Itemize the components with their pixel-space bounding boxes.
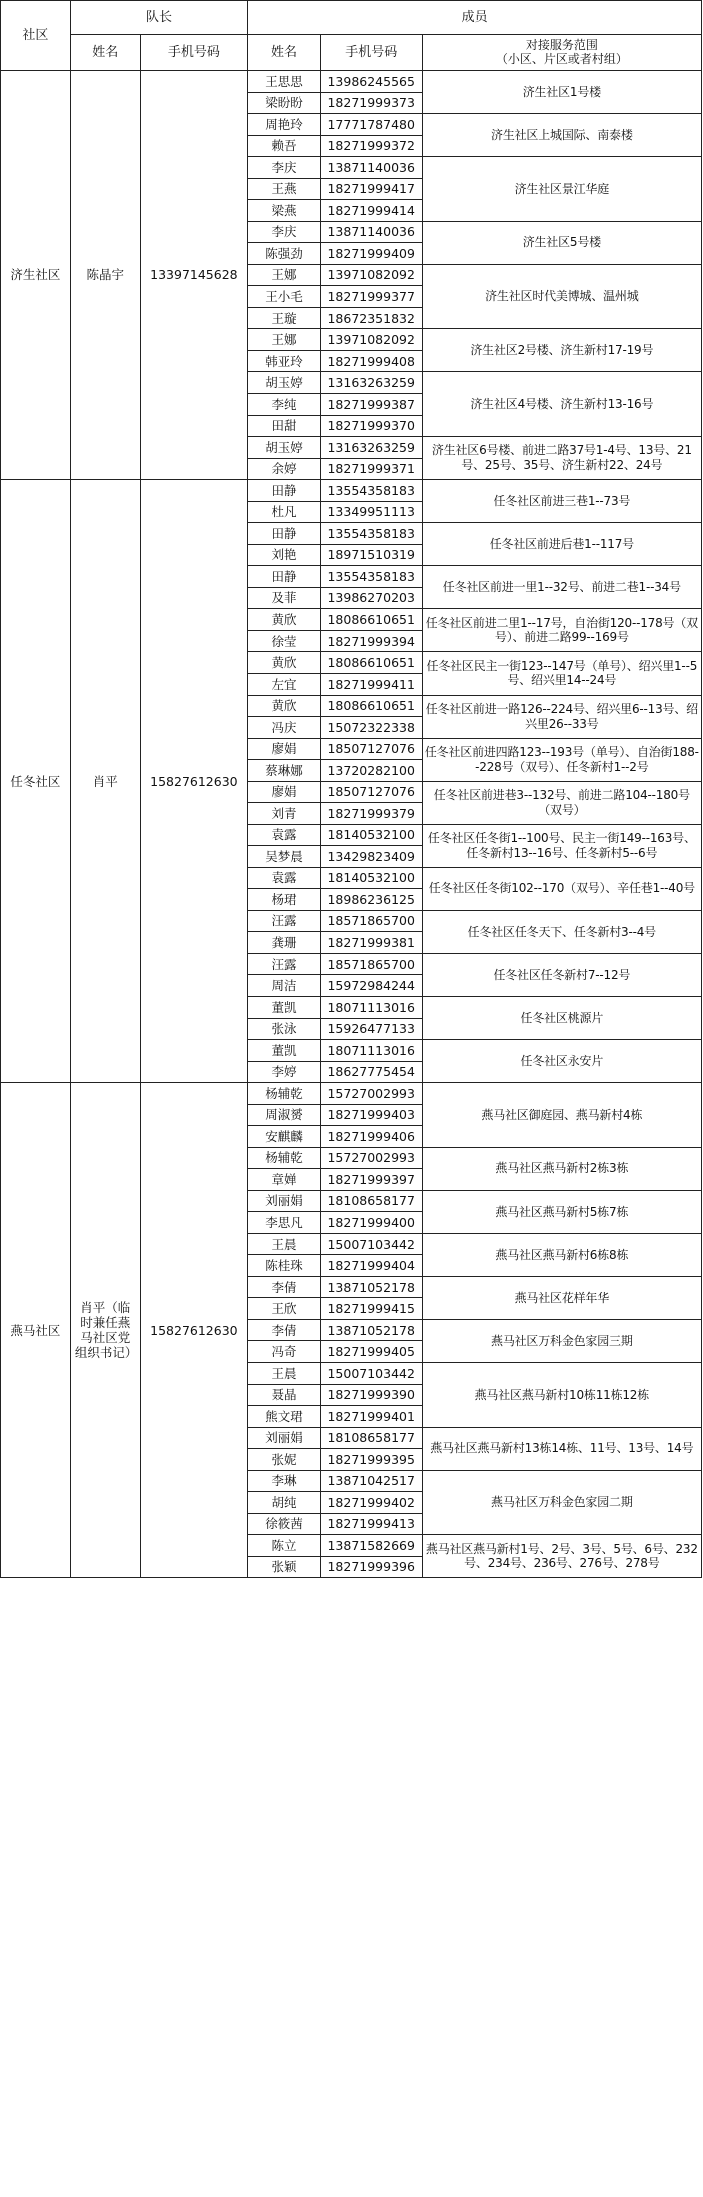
- member-name: 王思思: [248, 71, 321, 93]
- member-phone: 18108658177: [320, 1190, 422, 1212]
- member-phone: 13720282100: [320, 760, 422, 782]
- member-phone: 18086610651: [320, 652, 422, 674]
- member-phone: 15727002993: [320, 1083, 422, 1105]
- service-scope: 济生社区2号楼、济生新村17-19号: [422, 329, 701, 372]
- member-name: 董凯: [248, 996, 321, 1018]
- community-name: 燕马社区: [1, 1083, 71, 1578]
- service-scope: 任冬社区前进一里1--32号、前进二巷1--34号: [422, 566, 701, 609]
- member-phone: 13986270203: [320, 587, 422, 609]
- member-phone: 13429823409: [320, 846, 422, 868]
- member-phone: 13871042517: [320, 1470, 422, 1492]
- member-phone: 18271999402: [320, 1492, 422, 1514]
- member-name: 李倩: [248, 1319, 321, 1341]
- member-name: 黄欣: [248, 695, 321, 717]
- service-scope: 济生社区时代美博城、温州城: [422, 264, 701, 329]
- member-phone: 13971082092: [320, 329, 422, 351]
- member-name: 李琳: [248, 1470, 321, 1492]
- service-scope: 任冬社区任冬天下、任冬新村3--4号: [422, 910, 701, 953]
- header-scope: 对接服务范围 （小区、片区或者村组）: [422, 35, 701, 71]
- service-scope: 济生社区上城国际、南泰楼: [422, 114, 701, 157]
- member-phone: 18140532100: [320, 824, 422, 846]
- member-name: 冯庆: [248, 717, 321, 739]
- leader-name: 肖平（临时兼任燕马社区党组织书记）: [70, 1083, 140, 1578]
- member-phone: 18271999408: [320, 350, 422, 372]
- member-row: [1, 480, 702, 502]
- member-name: 杨辅乾: [248, 1147, 321, 1169]
- member-phone: 13163263259: [320, 437, 422, 459]
- member-name: 汪露: [248, 953, 321, 975]
- service-scope: 任冬社区民主一街123--147号（单号）、绍兴里1--5号、绍兴里14--24号: [422, 652, 701, 695]
- member-phone: 18271999411: [320, 673, 422, 695]
- member-phone: 18271999400: [320, 1212, 422, 1234]
- member-phone: 18271999405: [320, 1341, 422, 1363]
- member-phone: 15072322338: [320, 717, 422, 739]
- member-phone: 18271999395: [320, 1449, 422, 1471]
- header-leader: 队长: [70, 1, 247, 35]
- member-phone: 13554358183: [320, 480, 422, 502]
- member-name: 汪露: [248, 910, 321, 932]
- member-phone: 13163263259: [320, 372, 422, 394]
- member-phone: 18271999417: [320, 178, 422, 200]
- member-phone: 13554358183: [320, 566, 422, 588]
- member-name: 吴梦晨: [248, 846, 321, 868]
- member-phone: 18271999371: [320, 458, 422, 480]
- member-phone: 18140532100: [320, 867, 422, 889]
- member-name: 张妮: [248, 1449, 321, 1471]
- member-name: 梁盼盼: [248, 92, 321, 114]
- service-scope: 任冬社区永安片: [422, 1040, 701, 1083]
- service-scope: 任冬社区任冬街1--100号、民主一街149--163号、任冬新村13--16号、任冬新村5--6号: [422, 824, 701, 867]
- member-phone: 18271999377: [320, 286, 422, 308]
- member-name: 王娜: [248, 264, 321, 286]
- service-scope: 燕马社区花样年华: [422, 1276, 701, 1319]
- community-name: 济生社区: [1, 71, 71, 480]
- member-name: 张泳: [248, 1018, 321, 1040]
- member-phone: 18271999396: [320, 1556, 422, 1578]
- service-scope: 燕马社区燕马新村6栋8栋: [422, 1233, 701, 1276]
- service-scope: 济生社区1号楼: [422, 71, 701, 114]
- header-leader-phone: 手机号码: [140, 35, 248, 71]
- service-scope: 任冬社区前进二里1--17号，自治街120--178号（双号）、前进二路99--169号: [422, 609, 701, 652]
- member-name: 田静: [248, 523, 321, 545]
- member-phone: 13871140036: [320, 221, 422, 243]
- member-phone: 18507127076: [320, 738, 422, 760]
- member-name: 黄欣: [248, 609, 321, 631]
- member-phone: 18271999373: [320, 92, 422, 114]
- member-name: 安麒麟: [248, 1126, 321, 1148]
- member-row: [1, 1083, 702, 1105]
- service-scope: 济生社区景江华庭: [422, 157, 701, 222]
- member-phone: 18271999390: [320, 1384, 422, 1406]
- member-phone: 18086610651: [320, 609, 422, 631]
- service-scope: 任冬社区前进后巷1--117号: [422, 523, 701, 566]
- member-phone: 15007103442: [320, 1233, 422, 1255]
- service-scope: 燕马社区万科金色家园二期: [422, 1470, 701, 1535]
- member-phone: 13871052178: [320, 1276, 422, 1298]
- member-phone: 18271999415: [320, 1298, 422, 1320]
- member-name: 胡玉婷: [248, 437, 321, 459]
- member-name: 陈桂珠: [248, 1255, 321, 1277]
- member-phone: 18271999406: [320, 1126, 422, 1148]
- member-name: 刘丽娟: [248, 1190, 321, 1212]
- member-name: 廖娟: [248, 781, 321, 803]
- service-scope: 任冬社区任冬街102--170（双号）、辛任巷1--40号: [422, 867, 701, 910]
- member-phone: 18271999370: [320, 415, 422, 437]
- service-scope: 任冬社区任冬新村7--12号: [422, 953, 701, 996]
- member-name: 徐筱茜: [248, 1513, 321, 1535]
- member-name: 袁露: [248, 824, 321, 846]
- member-name: 王璇: [248, 307, 321, 329]
- member-phone: 13986245565: [320, 71, 422, 93]
- member-name: 董凯: [248, 1040, 321, 1062]
- member-name: 刘艳: [248, 544, 321, 566]
- header-members: 成员: [248, 1, 702, 35]
- header-leader-name: 姓名: [70, 35, 140, 71]
- header-community: 社区: [1, 1, 71, 71]
- member-name: 陈立: [248, 1535, 321, 1557]
- member-row: [1, 71, 702, 93]
- member-phone: 18271999381: [320, 932, 422, 954]
- member-name: 廖娟: [248, 738, 321, 760]
- member-name: 王晨: [248, 1233, 321, 1255]
- member-phone: 15972984244: [320, 975, 422, 997]
- member-phone: 18086610651: [320, 695, 422, 717]
- member-name: 熊文珺: [248, 1406, 321, 1428]
- service-scope: 任冬社区桃源片: [422, 996, 701, 1039]
- member-name: 刘青: [248, 803, 321, 825]
- service-scope: 济生社区4号楼、济生新村13-16号: [422, 372, 701, 437]
- service-scope: 燕马社区万科金色家园三期: [422, 1319, 701, 1362]
- member-phone: 15926477133: [320, 1018, 422, 1040]
- service-scope: 燕马社区燕马新村1号、2号、3号、5号、6号、232号、234号、236号、276号、278号: [422, 1535, 701, 1578]
- leader-phone: 15827612630: [140, 1083, 248, 1578]
- member-name: 黄欣: [248, 652, 321, 674]
- member-phone: 18271999387: [320, 393, 422, 415]
- leader-phone: 15827612630: [140, 480, 248, 1083]
- header-member-phone: 手机号码: [320, 35, 422, 71]
- member-phone: 13971082092: [320, 264, 422, 286]
- member-name: 冯奇: [248, 1341, 321, 1363]
- member-name: 李婷: [248, 1061, 321, 1083]
- member-phone: 18271999372: [320, 135, 422, 157]
- member-phone: 18071113016: [320, 996, 422, 1018]
- member-name: 周洁: [248, 975, 321, 997]
- member-phone: 13871582669: [320, 1535, 422, 1557]
- member-phone: 18507127076: [320, 781, 422, 803]
- member-phone: 18672351832: [320, 307, 422, 329]
- member-name: 周艳玲: [248, 114, 321, 136]
- service-scope: 燕马社区燕马新村10栋11栋12栋: [422, 1363, 701, 1428]
- service-scope: 燕马社区燕马新村5栋7栋: [422, 1190, 701, 1233]
- member-phone: 18108658177: [320, 1427, 422, 1449]
- member-name: 李庆: [248, 157, 321, 179]
- member-name: 田静: [248, 566, 321, 588]
- service-scope: 燕马社区燕马新村2栋3栋: [422, 1147, 701, 1190]
- member-name: 李倩: [248, 1276, 321, 1298]
- member-name: 李纯: [248, 393, 321, 415]
- member-phone: 18271999414: [320, 200, 422, 222]
- member-name: 李思凡: [248, 1212, 321, 1234]
- member-name: 左宜: [248, 673, 321, 695]
- member-name: 胡纯: [248, 1492, 321, 1514]
- member-name: 周淑赟: [248, 1104, 321, 1126]
- member-phone: 18271999413: [320, 1513, 422, 1535]
- service-scope: 燕马社区御庭园、燕马新村4栋: [422, 1083, 701, 1148]
- member-name: 赖吾: [248, 135, 321, 157]
- member-name: 杜凡: [248, 501, 321, 523]
- member-name: 韩亚玲: [248, 350, 321, 372]
- service-scope: 燕马社区燕马新村13栋14栋、11号、13号、14号: [422, 1427, 701, 1470]
- community-name: 任冬社区: [1, 480, 71, 1083]
- member-phone: 18571865700: [320, 910, 422, 932]
- member-name: 章婵: [248, 1169, 321, 1191]
- member-name: 王娜: [248, 329, 321, 351]
- service-scope: 任冬社区前进巷3--132号、前进二路104--180号（双号）: [422, 781, 701, 824]
- member-name: 徐莹: [248, 630, 321, 652]
- member-name: 聂晶: [248, 1384, 321, 1406]
- member-phone: 15727002993: [320, 1147, 422, 1169]
- member-phone: 18271999403: [320, 1104, 422, 1126]
- member-phone: 18271999397: [320, 1169, 422, 1191]
- member-name: 王欣: [248, 1298, 321, 1320]
- member-name: 杨辅乾: [248, 1083, 321, 1105]
- member-phone: 18271999409: [320, 243, 422, 265]
- service-scope: 任冬社区前进一路126--224号、绍兴里6--13号、绍兴里26--33号: [422, 695, 701, 738]
- member-phone: 18071113016: [320, 1040, 422, 1062]
- member-phone: 13554358183: [320, 523, 422, 545]
- member-phone: 17771787480: [320, 114, 422, 136]
- member-name: 及菲: [248, 587, 321, 609]
- member-phone: 18271999401: [320, 1406, 422, 1428]
- member-name: 刘丽娟: [248, 1427, 321, 1449]
- member-name: 李庆: [248, 221, 321, 243]
- member-phone: 18627775454: [320, 1061, 422, 1083]
- member-phone: 13871052178: [320, 1319, 422, 1341]
- member-phone: 18971510319: [320, 544, 422, 566]
- service-scope: 任冬社区前进四路123--193号（单号）、自治街188--228号（双号）、任冬新村1--2号: [422, 738, 701, 781]
- service-scope: 济生社区6号楼、前进二路37号1-4号、13号、21号、25号、35号、济生新村22、24号: [422, 437, 701, 480]
- member-name: 梁燕: [248, 200, 321, 222]
- member-phone: 13871140036: [320, 157, 422, 179]
- member-name: 张颖: [248, 1556, 321, 1578]
- leader-phone: 13397145628: [140, 71, 248, 480]
- member-name: 陈强劲: [248, 243, 321, 265]
- member-name: 王晨: [248, 1363, 321, 1385]
- member-phone: 18271999394: [320, 630, 422, 652]
- member-name: 胡玉婷: [248, 372, 321, 394]
- member-name: 龚珊: [248, 932, 321, 954]
- header-member-name: 姓名: [248, 35, 321, 71]
- member-name: 王燕: [248, 178, 321, 200]
- member-phone: 18986236125: [320, 889, 422, 911]
- member-name: 蔡琳娜: [248, 760, 321, 782]
- service-scope: 济生社区5号楼: [422, 221, 701, 264]
- member-name: 王小毛: [248, 286, 321, 308]
- member-phone: 18271999404: [320, 1255, 422, 1277]
- member-phone: 15007103442: [320, 1363, 422, 1385]
- service-scope: 任冬社区前进三巷1--73号: [422, 480, 701, 523]
- member-name: 余婷: [248, 458, 321, 480]
- member-phone: 18271999379: [320, 803, 422, 825]
- leader-name: 陈晶宇: [70, 71, 140, 480]
- member-phone: 18571865700: [320, 953, 422, 975]
- member-name: 杨珺: [248, 889, 321, 911]
- member-name: 田甜: [248, 415, 321, 437]
- member-name: 田静: [248, 480, 321, 502]
- leader-name: 肖平: [70, 480, 140, 1083]
- member-name: 袁露: [248, 867, 321, 889]
- member-phone: 13349951113: [320, 501, 422, 523]
